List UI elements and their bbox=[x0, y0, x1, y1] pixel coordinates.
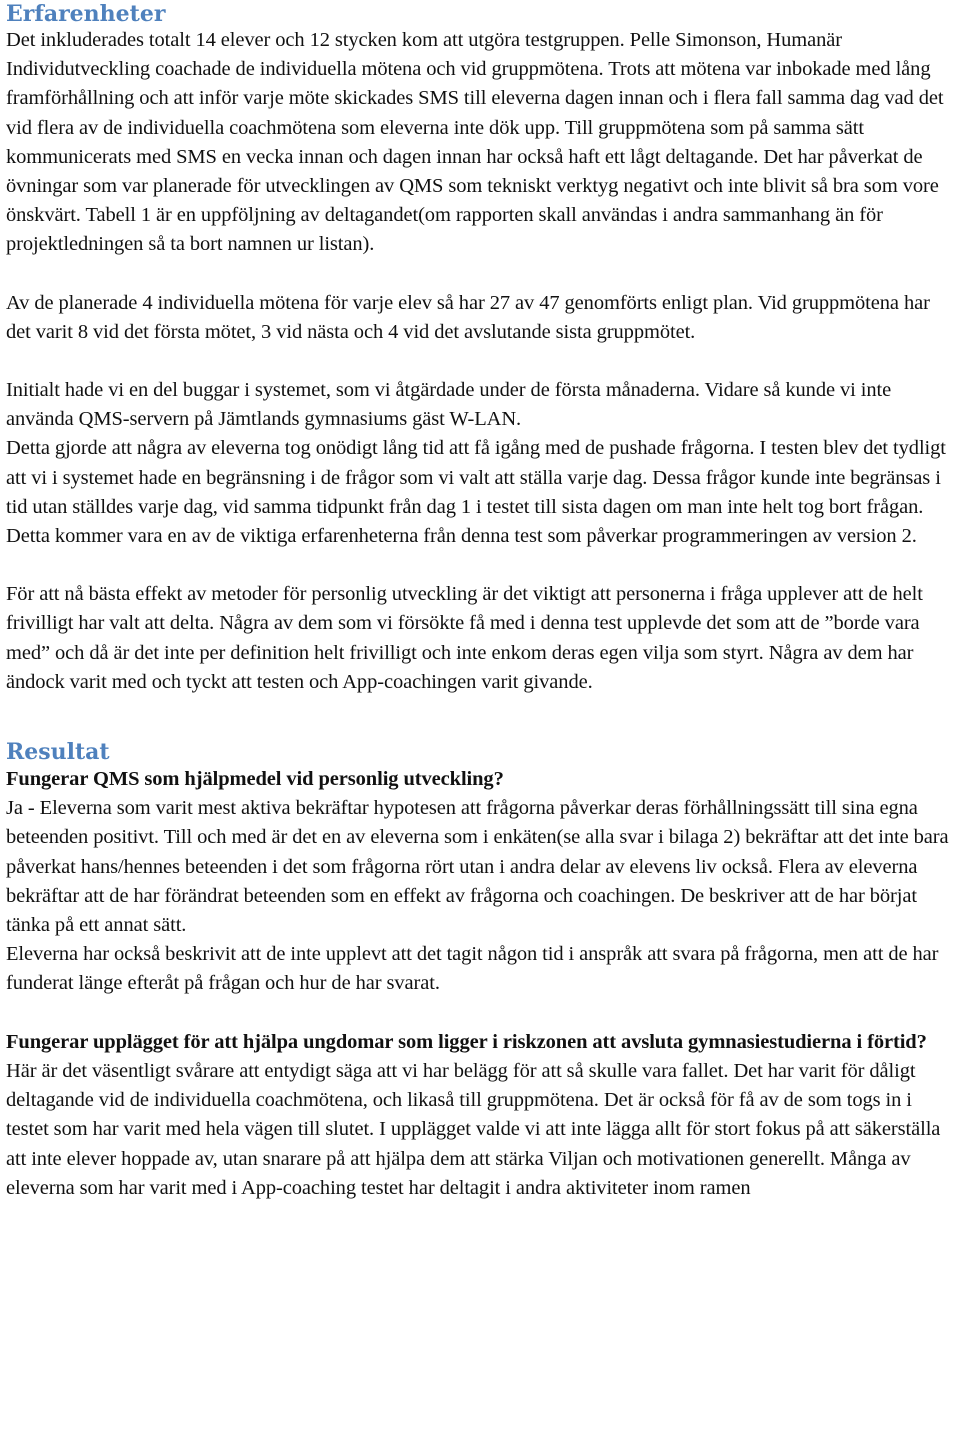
heading-erfarenheter: Erfarenheter bbox=[6, 1, 166, 27]
paragraph-bugs: Initialt hade vi en del buggar i systemet, som vi åtgärdade under de första månaderna. Vidare så kunde vi inte använda QMS-servern på Jämtlands gymnasiums gäst W-LAN. bbox=[6, 379, 892, 431]
question-risk-youth: Fungerar upplägget för att hjälpa ungdomar som ligger i riskzonen att avsluta gymnasiestudierna i förtid? bbox=[6, 1030, 927, 1053]
paragraph-spacer bbox=[6, 347, 958, 376]
answer-qms-time: Eleverna har också beskrivit att de inte upplevt att det tagit någon tid i anspråk att svara på frågorna, men att de har funderat länge efteråt på frågan och hur de har svarat. bbox=[6, 943, 939, 995]
document-page bbox=[6, 0, 958, 1203]
answer-qms-helper: Ja - Eleverna som varit mest aktiva bekräftar hypotesen att frågorna påverkar deras förhållningssätt till sina egna beteenden positivt. Till och med är det en av eleverna som i enkäten(se alla svar i bilaga 2) bekräftar att det inte bara påverkat hans/hennes beteenden i det som frågorna rört utan i andra delar av elevens liv också. Flera av eleverna bekräftar att de har förändrat beteenden som en effekt av frågorna och coachingen. De beskriver att de har börjat tänka på ett annat sätt. bbox=[6, 797, 949, 937]
answer-risk-youth: Här är det väsentligt svårare att entydigt säga att vi har belägg för att så skulle vara fallet. Det har varit för dåligt deltagande vid de individuella coachmötena, och likaså till gruppmötena. Det är också för få av de som togs in i testet som har varit med hela vägen till slutet. I upplägget valde vi att inte lägga allt för stort fokus på att säkerställa att inte elever hoppade av, utan snarare på att hjälpa dem att stärka Viljan och motivationen generellt. Många av eleverna som har varit med i App-coaching testet har deltagit i andra aktiviteter inom ramen bbox=[6, 1059, 941, 1199]
heading-resultat: Resultat bbox=[6, 739, 110, 766]
paragraph-question-limits: Detta gjorde att några av eleverna tog onödigt lång tid att få igång med de pushade frågorna. I testen blev det tydligt att vi i systemet hade en begränsning i de frågor som vi valt att ställa varje dag. Dessa frågor kunde inte begränsas i tid utan ställdes varje dag, vid samma tidpunkt från dag 1 i testet till sista dagen om man inte helt tog bort frågan. Detta kommer vara en av de viktiga erfarenheterna från denna test som påverkar programmeringen av version 2. bbox=[6, 437, 946, 548]
paragraph-spacer bbox=[6, 260, 958, 289]
paragraph-spacer bbox=[6, 999, 958, 1028]
question-qms-helper: Fungerar QMS som hjälpmedel vid personlig utveckling? bbox=[6, 768, 504, 791]
paragraph-meetings-count: Av de planerade 4 individuella mötena för varje elev så har 27 av 47 genomförts enligt plan. Vid gruppmötena har det varit 8 vid det första mötet, 3 vid nästa och 4 vid det avslutande sista gruppmötet. bbox=[6, 291, 930, 343]
paragraph-spacer bbox=[6, 551, 958, 580]
paragraph-voluntary: För att nå bästa effekt av metoder för personlig utveckling är det viktigt att personerna i fråga upplever att de helt frivilligt har valt att delta. Några av dem som vi försökte få med i denna test upplevde det som att de ”borde vara med” och då är det inte per definition helt frivilligt och inte enkom deras egen vilja som styrt. Några av dem har ändock varit med och tyckt att testen och App-coachingen varit givande. bbox=[6, 583, 923, 693]
paragraph-participation: Det inkluderades totalt 14 elever och 12 stycken kom att utgöra testgruppen. Pelle Simonson, Humanär Individutveckling coachade de individuella mötena och vid gruppmötena. Trots att mötena var inbokade med lång framförhållning och att inför varje möte skickades SMS till eleverna dagen innan och i flera fall samma dag vad det vid flera av de individuella coachmötena som eleverna inte dök upp. Till gruppmötena som på samma sätt kommunicerats med SMS en vecka innan och dagen innan har också haft ett lågt deltagande. Det har påverkat de övningar som var planerade för utvecklingen av QMS som tekniskt verktyg negativt och inte blivit så bra som vore önskvärt. Tabell 1 är en uppföljning av deltagandet(om rapporten skall användas i andra sammanhang än för projektledningen så ta bort namnen ur listan). bbox=[6, 29, 944, 256]
